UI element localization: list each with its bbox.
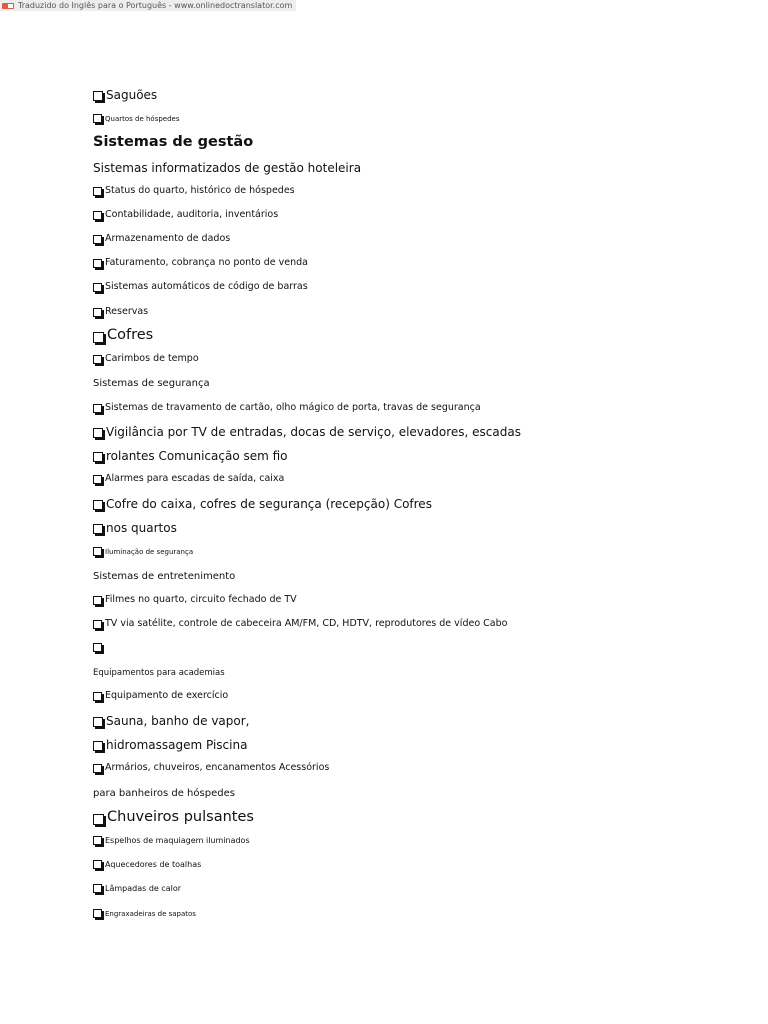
checkbox-bullet-icon: [93, 452, 103, 462]
checkbox-bullet-icon: [93, 91, 103, 101]
checkbox-bullet-icon: [93, 717, 103, 727]
list-item: Aquecedores de toalhas: [93, 860, 201, 869]
checkbox-bullet-icon: [93, 235, 102, 244]
list-item: Lâmpadas de calor: [93, 884, 181, 893]
checkbox-bullet-icon: [93, 692, 102, 701]
paragraph: para banheiros de hóspedes: [93, 788, 235, 799]
list-item: Faturamento, cobrança no ponto de venda: [93, 258, 308, 268]
subheading: Sistemas de segurança: [93, 378, 210, 389]
checkbox-bullet-icon: [93, 475, 102, 484]
list-item: Sauna, banho de vapor,: [93, 715, 249, 727]
list-item: nos quartos: [93, 522, 177, 534]
section-heading: Sistemas de gestão: [93, 134, 254, 150]
list-item: Sistemas automáticos de código de barras: [93, 282, 308, 292]
translator-banner-text: Traduzido do Inglês para o Português - www.onlinedoctranslator.com: [18, 1, 293, 10]
list-item: Iluminação de segurança: [93, 547, 193, 556]
list-item: Armazenamento de dados: [93, 234, 230, 244]
list-item: [93, 643, 105, 652]
translator-banner: [0, 0, 296, 11]
checkbox-bullet-icon: [93, 428, 103, 438]
list-item: Chuveiros pulsantes: [93, 810, 254, 825]
list-item: Vigilância por TV de entradas, docas de serviço, elevadores, escadas: [93, 426, 521, 438]
checkbox-bullet-icon: [93, 836, 102, 845]
checkbox-bullet-icon: [93, 404, 102, 413]
list-item: Cofres: [93, 328, 153, 343]
subheading: Equipamentos para academias: [93, 668, 225, 678]
list-item: hidromassagem Piscina: [93, 739, 247, 751]
list-item: Sistemas de travamento de cartão, olho mágico de porta, travas de segurança: [93, 403, 481, 413]
list-item: Reservas: [93, 307, 148, 317]
paragraph: Sistemas informatizados de gestão hoteleira: [93, 161, 362, 175]
checkbox-bullet-icon: [93, 643, 102, 652]
list-item: Saguões: [93, 89, 157, 101]
checkbox-bullet-icon: [93, 764, 102, 773]
checkbox-bullet-icon: [93, 524, 103, 534]
list-item: Cofre do caixa, cofres de segurança (recepção) Cofres: [93, 498, 432, 510]
subheading: Sistemas de entretenimento: [93, 571, 236, 582]
list-item: Armários, chuveiros, encanamentos Acessórios: [93, 763, 329, 773]
list-item: Espelhos de maquiagem iluminados: [93, 836, 250, 845]
checkbox-bullet-icon: [93, 259, 102, 268]
checkbox-bullet-icon: [93, 620, 102, 629]
checkbox-bullet-icon: [93, 332, 104, 343]
list-item: Filmes no quarto, circuito fechado de TV: [93, 595, 297, 605]
checkbox-bullet-icon: [93, 283, 102, 292]
checkbox-bullet-icon: [93, 500, 103, 510]
checkbox-bullet-icon: [93, 114, 102, 123]
checkbox-bullet-icon: [93, 909, 102, 918]
list-item: Contabilidade, auditoria, inventários: [93, 210, 278, 220]
translator-logo-icon: [2, 2, 15, 10]
checkbox-bullet-icon: [93, 547, 102, 556]
list-item: TV via satélite, controle de cabeceira AM/FM, CD, HDTV, reprodutores de vídeo Cabo: [93, 619, 507, 629]
checkbox-bullet-icon: [93, 596, 102, 605]
checkbox-bullet-icon: [93, 355, 102, 364]
list-item: Quartos de hóspedes: [93, 114, 180, 123]
list-item: Alarmes para escadas de saída, caixa: [93, 474, 284, 484]
list-item: Equipamento de exercício: [93, 691, 228, 701]
checkbox-bullet-icon: [93, 308, 102, 317]
checkbox-bullet-icon: [93, 884, 102, 893]
checkbox-bullet-icon: [93, 741, 103, 751]
list-item: Carimbos de tempo: [93, 354, 199, 364]
checkbox-bullet-icon: [93, 860, 102, 869]
checkbox-bullet-icon: [93, 187, 102, 196]
list-item: Status do quarto, histórico de hóspedes: [93, 186, 295, 196]
list-item: rolantes Comunicação sem fio: [93, 450, 288, 462]
checkbox-bullet-icon: [93, 814, 104, 825]
checkbox-bullet-icon: [93, 211, 102, 220]
list-item: Engraxadeiras de sapatos: [93, 909, 196, 918]
